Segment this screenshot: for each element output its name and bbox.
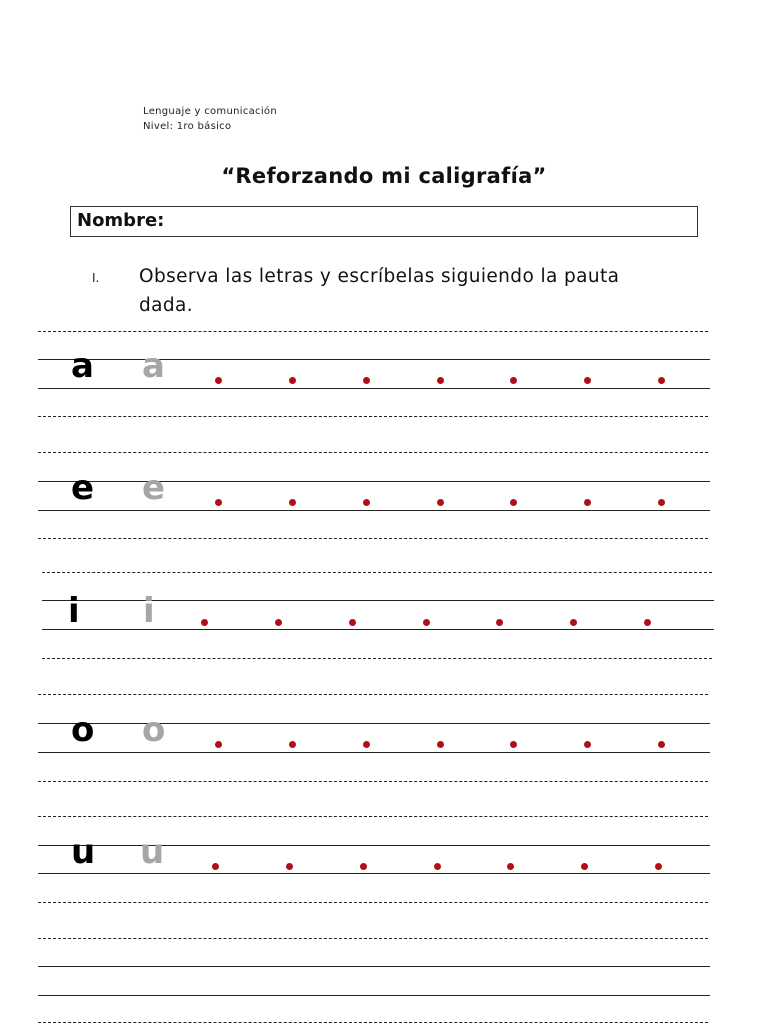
instruction-text: Observa las letras y escríbelas siguiendo la pauta dada.: [139, 266, 620, 316]
trace-letter: a: [142, 346, 165, 386]
start-dot: [510, 741, 517, 748]
start-dot: [644, 619, 651, 626]
start-dot: [289, 499, 296, 506]
trace-letter: u: [140, 832, 165, 872]
solid-base-line: [38, 873, 710, 874]
solid-guide-line: [38, 481, 710, 482]
solid-base-line: [38, 752, 710, 753]
start-dot: [360, 863, 367, 870]
start-dot: [289, 741, 296, 748]
dashed-guide-line: [38, 938, 708, 939]
start-dot: [658, 499, 665, 506]
start-dot: [215, 499, 222, 506]
start-dot: [275, 619, 282, 626]
start-dot: [570, 619, 577, 626]
solid-base-line: [38, 995, 710, 996]
start-dot: [496, 619, 503, 626]
start-dot: [349, 619, 356, 626]
trace-letter: o: [142, 710, 166, 750]
solid-guide-line: [38, 723, 710, 724]
start-dot: [510, 377, 517, 384]
start-dot: [584, 741, 591, 748]
solid-guide-line: [38, 966, 710, 967]
level-label: Nivel: 1ro básico: [143, 121, 232, 132]
dashed-guide-line: [38, 452, 708, 453]
start-dot: [215, 741, 222, 748]
solid-base-line: [38, 388, 710, 389]
start-dot: [437, 741, 444, 748]
model-letter: i: [68, 591, 80, 631]
start-dot: [434, 863, 441, 870]
start-dot: [584, 377, 591, 384]
trace-letter: e: [142, 468, 166, 508]
dashed-guide-line: [38, 538, 708, 539]
model-letter: a: [71, 346, 94, 386]
start-dot: [658, 741, 665, 748]
dashed-guide-line: [38, 781, 708, 782]
worksheet-title: “Reforzando mi caligrafía”: [221, 164, 547, 188]
instruction-number: I.: [92, 271, 100, 285]
start-dot: [201, 619, 208, 626]
dashed-guide-line: [38, 816, 708, 817]
dashed-guide-line: [38, 416, 708, 417]
model-letter: e: [71, 468, 95, 508]
start-dot: [363, 377, 370, 384]
start-dot: [581, 863, 588, 870]
start-dot: [215, 377, 222, 384]
solid-guide-line: [38, 359, 710, 360]
start-dot: [437, 499, 444, 506]
dashed-guide-line: [38, 902, 708, 903]
start-dot: [363, 499, 370, 506]
start-dot: [363, 741, 370, 748]
start-dot: [507, 863, 514, 870]
dashed-guide-line: [42, 572, 712, 573]
start-dot: [286, 863, 293, 870]
trace-letter: i: [143, 591, 155, 631]
start-dot: [584, 499, 591, 506]
start-dot: [437, 377, 444, 384]
start-dot: [658, 377, 665, 384]
model-letter: u: [71, 832, 96, 872]
subject-label: Lenguaje y comunicación: [143, 106, 277, 117]
dashed-guide-line: [42, 658, 712, 659]
dashed-guide-line: [38, 694, 708, 695]
dashed-guide-line: [38, 331, 708, 332]
start-dot: [289, 377, 296, 384]
start-dot: [423, 619, 430, 626]
solid-guide-line: [38, 845, 710, 846]
dashed-guide-line: [38, 1022, 708, 1023]
start-dot: [655, 863, 662, 870]
name-field[interactable]: [70, 206, 698, 237]
start-dot: [510, 499, 517, 506]
model-letter: o: [71, 710, 95, 750]
start-dot: [212, 863, 219, 870]
solid-base-line: [38, 510, 710, 511]
name-label: Nombre:: [77, 210, 165, 231]
